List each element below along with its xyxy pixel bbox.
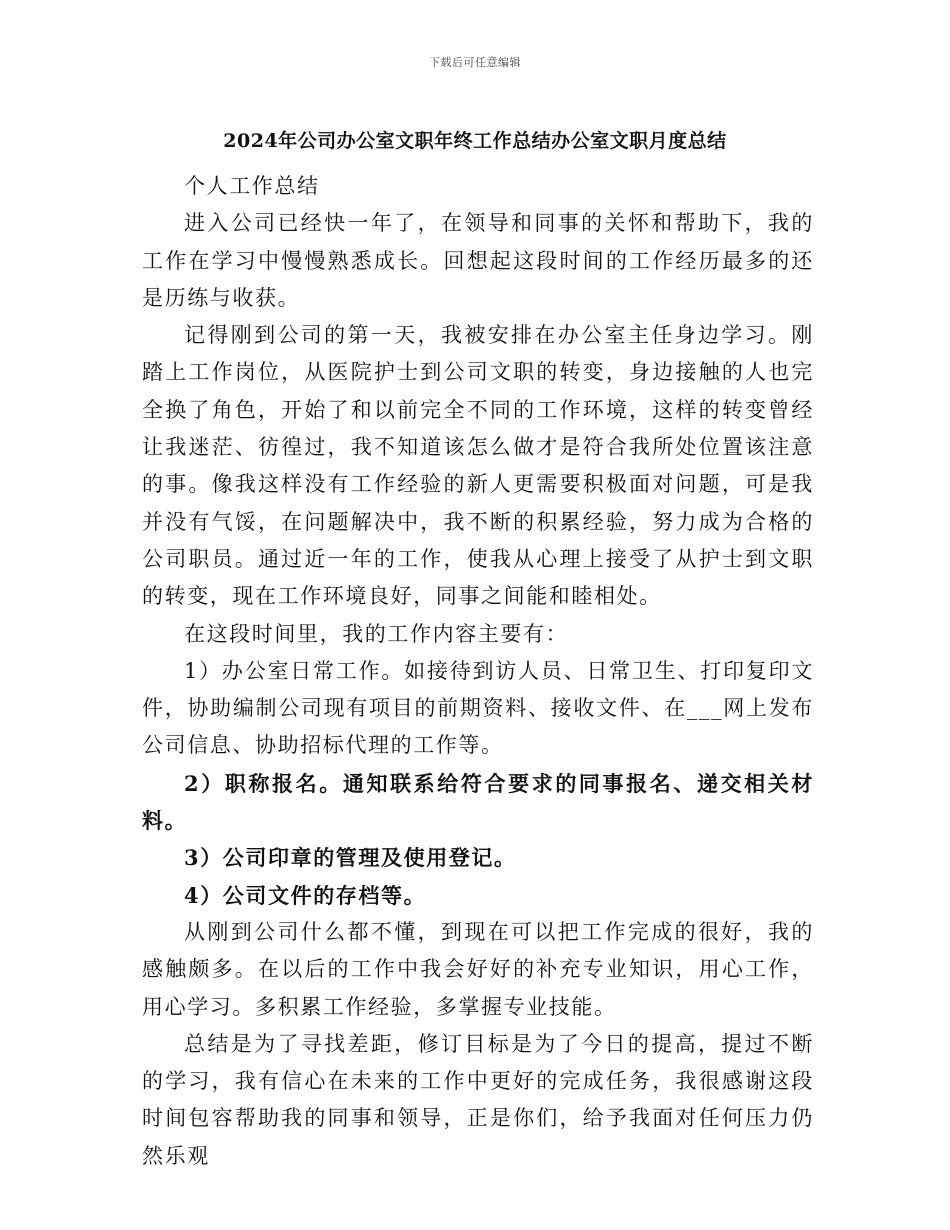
list-item: 3）公司印章的管理及使用登记。 — [184, 845, 517, 871]
paragraph: 总结是为了寻找差距，修订目标是为了今日的提高，提过不断的学习，我有信心在未来的工作中更好的完成任务，我很感谢这段时间包容帮助我的同事和领导，正是你们，给予我面对任何压力仍然乐观 — [142, 1031, 814, 1168]
document-body — [142, 168, 814, 1175]
paragraph: 记得刚到公司的第一天，我被安排在办公室主任身边学习。刚踏上工作岗位，从医院护士到公司文职的转变，身边接触的人也完全换了角色，开始了和以前完全不同的工作环境，这样的转变曾经让我迷茫、彷徨过，我不知道该怎么做才是符合我所处位置该注意的事。像我这样没有工作经验的新人更需要积极面对问题，可是我并没有气馁，在问题解决中，我不断的积累经验，努力成为合格的公司职员。通过近一年的工作，使我从心理上接受了从护士到文职的转变，现在工作环境良好，同事之间能和睦相处。 — [142, 323, 814, 609]
list-item: 2）职称报名。通知联系给符合要求的同事报名、递交相关材料。 — [142, 770, 814, 834]
header-note: 下载后可任意编辑 — [429, 56, 521, 69]
paragraph: 从刚到公司什么都不懂，到现在可以把工作完成的很好，我的感触颇多。在以后的工作中我会好好的补充专业知识，用心工作，用心学习。多积累工作经验，多掌握专业技能。 — [142, 919, 814, 1019]
paragraph-section-heading: 个人工作总结 — [184, 174, 320, 198]
list-item: 1）办公室日常工作。如接待到访人员、日常卫生、打印复印文件，协助编制公司现有项目的前期资料、接收文件、在___网上发布公司信息、协助招标代理的工作等。 — [142, 658, 814, 758]
paragraph: 在这段时间里，我的工作内容主要有： — [184, 621, 569, 646]
list-item: 4）公司文件的存档等。 — [184, 882, 427, 908]
document-title: 2024年公司办公室文职年终工作总结办公室文职月度总结 — [223, 130, 727, 152]
paragraph: 进入公司已经快一年了，在领导和同事的关怀和帮助下，我的工作在学习中慢慢熟悉成长。回想起这段时间的工作经历最多的还是历练与收获。 — [142, 211, 814, 310]
